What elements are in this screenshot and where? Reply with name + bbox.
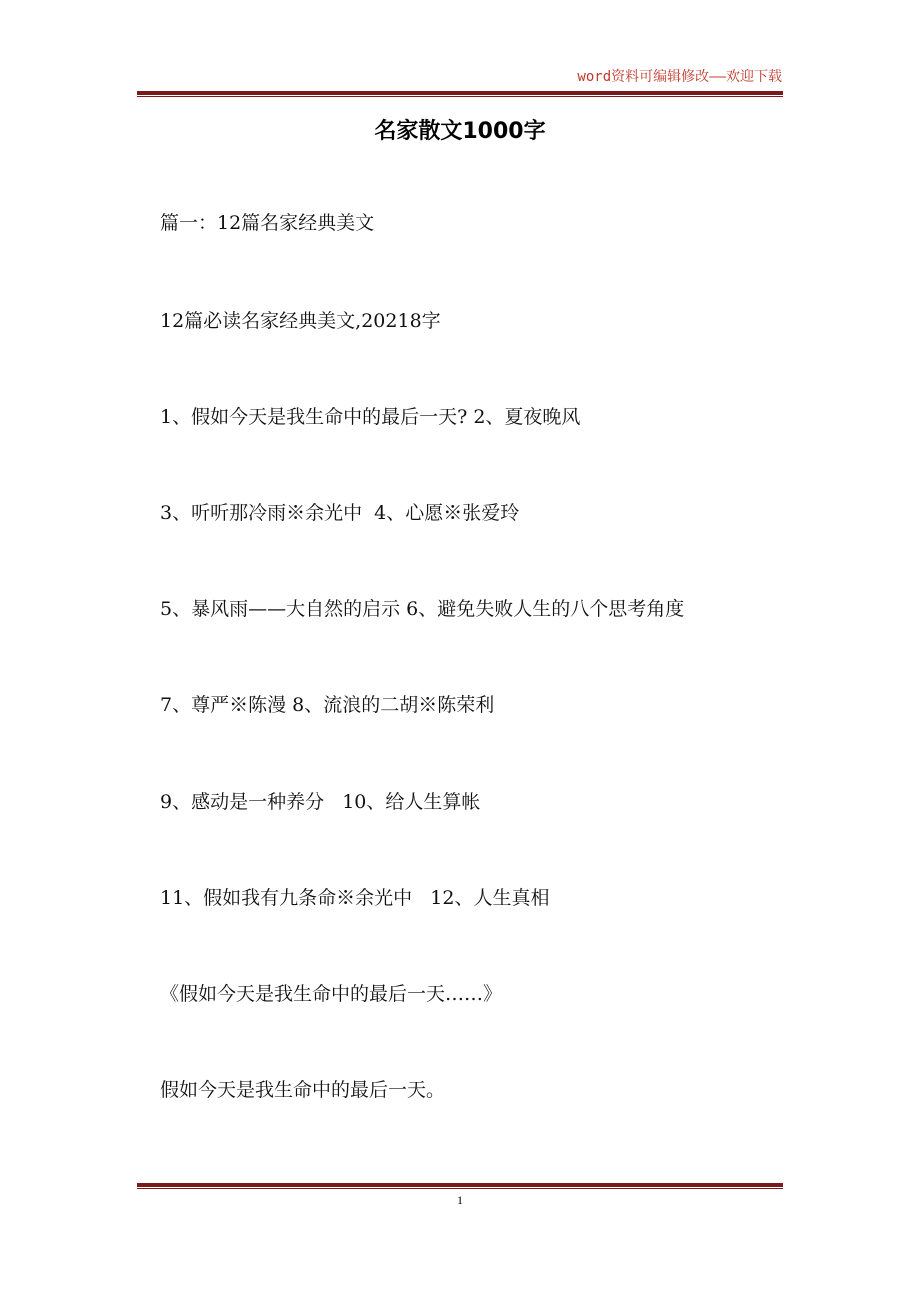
- body-line-list-1-2: 1、假如今天是我生命中的最后一天? 2、夏夜晚风: [160, 406, 581, 428]
- header-note: word资料可编辑修改——欢迎下载: [577, 69, 782, 85]
- header-rule: [137, 91, 783, 97]
- body-line-section-heading: 篇一：12篇名家经典美文: [160, 212, 375, 234]
- body-line-list-5-6: 5、暴风雨——大自然的启示 6、避免失败人生的八个思考角度: [160, 598, 685, 620]
- body-line-list-3-4: 3、听听那冷雨※余光中 4、心愿※张爱玲: [160, 502, 520, 524]
- body-line-article-opening: 假如今天是我生命中的最后一天。: [160, 1079, 446, 1101]
- body-line-list-11-12: 11、假如我有九条命※余光中 12、人生真相: [160, 887, 550, 909]
- body-line-intro: 12篇必读名家经典美文,20218字: [160, 310, 441, 332]
- page-number: 1: [457, 1193, 463, 1207]
- body-line-article-title: 《假如今天是我生命中的最后一天……》: [160, 983, 503, 1005]
- body-line-list-7-8: 7、尊严※陈漫 8、流浪的二胡※陈荣利: [160, 694, 495, 716]
- footer-rule: [137, 1183, 783, 1189]
- body-line-list-9-10: 9、感动是一种养分 10、给人生算帐: [160, 791, 481, 813]
- document-title: 名家散文1000字: [374, 119, 546, 144]
